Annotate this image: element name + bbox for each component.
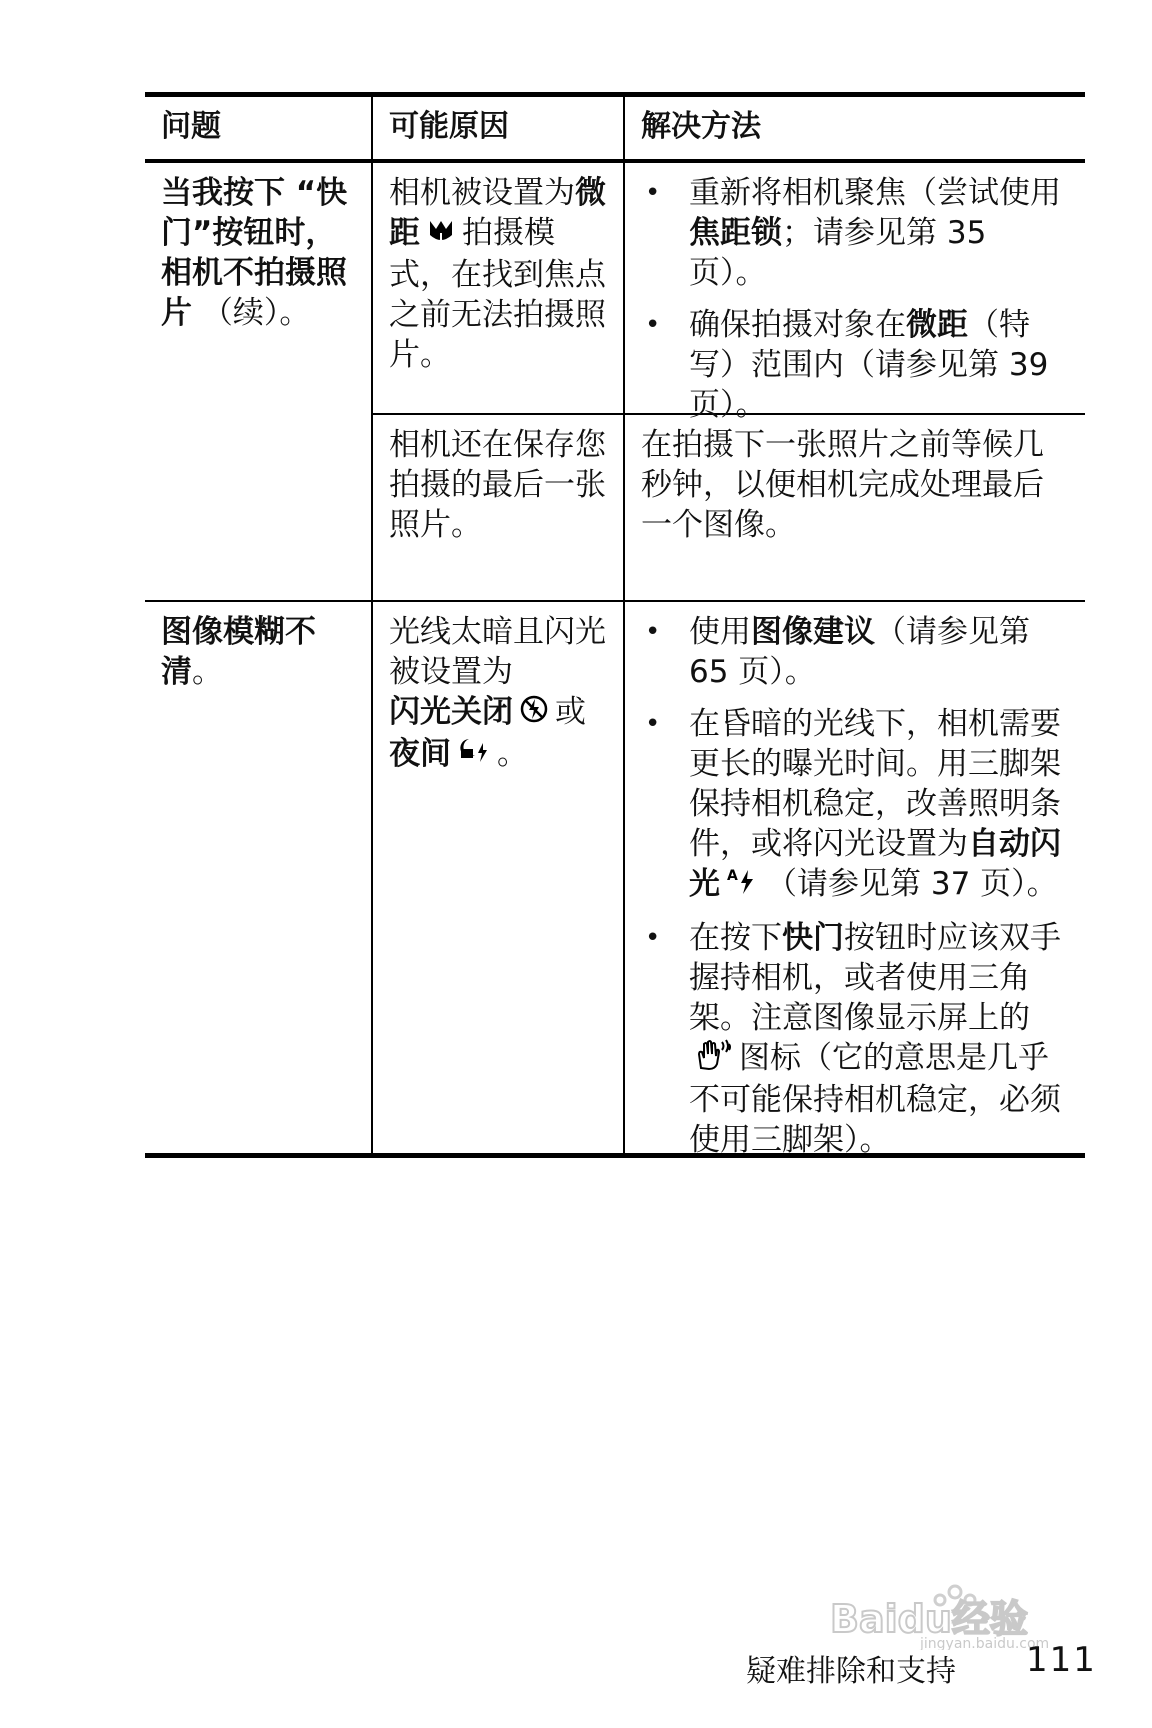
cause-macro: 相机被设置为微距 拍摄模式，在找到焦点之前无法拍摄照片。 [373, 163, 625, 413]
shutter-causes [373, 163, 1085, 600]
solution-macro [625, 163, 1085, 423]
svg-text:Baidu经验: Baidu经验 [830, 1597, 1028, 1641]
header-solution: 解决方法 [641, 109, 761, 144]
list-item: • 重新将相机聚焦（尝试使用焦距锁；请参见第 35 页）。 [645, 175, 1061, 291]
table-row-blurry [145, 602, 1085, 1158]
cause-lowlight: 光线太暗且闪光被设置为 闪光关闭 或 夜间 。 [373, 602, 625, 1153]
svg-text:A: A [727, 867, 738, 884]
header-problem: 问题 [145, 97, 373, 159]
problem-blurry: 图像模糊不清。 [145, 602, 373, 1153]
macro-flower-icon [426, 215, 456, 255]
list-item: • 在按下快门按钮时应该双手握持相机，或者使用三角架。注意图像显示屏上的图标（它的意思是几乎不可能保持相机稳定，必须使用三脚架）。 [645, 919, 1061, 1158]
page-number: 111 [1026, 1640, 1097, 1680]
subrow-macro [373, 163, 1085, 423]
night-mode-icon [457, 735, 491, 775]
list-item: • 确保拍摄对象在微距（特写）范围内（请参见第 39 页）。 [645, 307, 1049, 423]
list-item: • 使用图像建议（请参见第 65 页）。 [645, 614, 1030, 690]
solution-saving: 在拍摄下一张照片之前等候几秒钟，以便相机完成处理最后一个图像。 [641, 427, 1044, 543]
auto-flash-icon [726, 866, 760, 906]
baidu-jingyan-watermark [830, 1570, 1090, 1650]
solution-blurry [625, 602, 1085, 1158]
camera-shake-hand-icon [695, 1038, 733, 1080]
flash-off-icon [519, 694, 549, 734]
list-item: • 在昏暗的光线下，相机需要更长的曝光时间。用三脚架保持相机稳定，改善照明条件，或将闪光设置为自动闪光 A （请参见第 37 页）。 [641, 704, 1071, 906]
table-row-shutter [145, 163, 1085, 602]
cause-saving: 相机还在保存您拍摄的最后一张照片。 [373, 415, 625, 600]
problem-shutter: 当我按下 “快门”按钮时，相机不拍摄照片 （续）。 [145, 163, 373, 600]
subrow-saving [373, 415, 1085, 600]
svg-text:jingyan.baidu.com: jingyan.baidu.com [920, 1636, 1050, 1650]
footer-section-title: 疑难排除和支持 [746, 1654, 956, 1689]
troubleshooting-table [145, 92, 1085, 1158]
table-header-row [145, 97, 1085, 163]
header-cause: 可能原因 [373, 97, 625, 159]
